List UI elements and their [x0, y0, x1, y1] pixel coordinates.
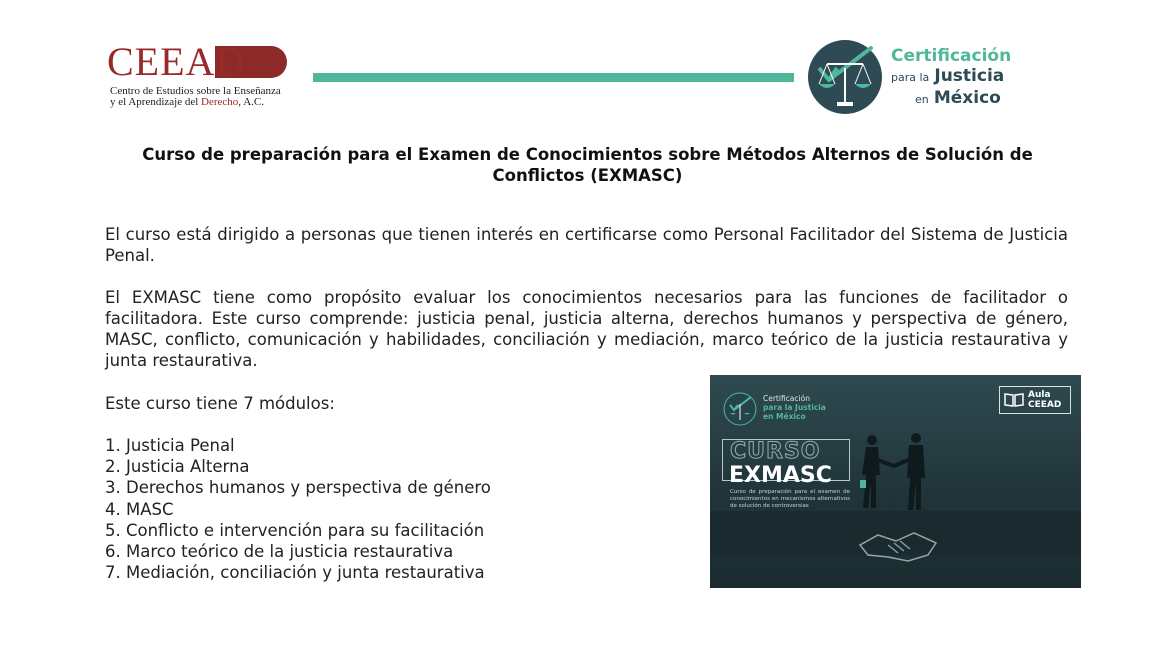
modules-intro: Este curso tiene 7 módulos:: [105, 394, 335, 413]
ceead-subtitle-derecho: Derecho: [201, 96, 239, 108]
ceead-wordmark: CEEAD: [107, 39, 246, 84]
modules-list: [105, 435, 491, 583]
intro-paragraph: El curso está dirigido a personas que tienen interés en certificarse como Personal Facilitador del Sistema de Justicia Penal.: [105, 225, 1068, 265]
promo-exmasc-word: EXMASC: [729, 463, 832, 488]
purpose-paragraph: El EXMASC tiene como propósito evaluar los conocimientos necesarios para las funciones de facilitador o facilitadora. Este curso comprende: justicia penal, justicia alterna, derechos humanos y perspectiva de género, MASC, conflicto, comunicación y habilidades, conciliación y mediación, marco teórico de la justicia restaurativa y junta restaurativa.: [105, 288, 1068, 370]
ceead-subtitle-line2-post: , A.C.: [238, 96, 264, 108]
module-item: 4. MASC: [105, 499, 174, 519]
course-promo-image: [710, 375, 1081, 588]
scales-of-justice-icon: [805, 40, 885, 116]
cert-logo-line2: para la Justicia: [891, 66, 1005, 86]
module-item: 6. Marco teórico de la justicia restaurativa: [105, 542, 454, 562]
promo-curso-word: CURSO: [730, 439, 821, 464]
module-item: 1. Justicia Penal: [105, 436, 235, 455]
page-title: Curso de preparación para el Examen de Conocimientos sobre Métodos Alternos de Solución de Conflictos (EXMASC): [142, 145, 1033, 185]
ceead-subtitle-line1: Centro de Estudios sobre la Enseñanza: [110, 85, 281, 97]
module-item: 3. Derechos humanos y perspectiva de género: [105, 478, 491, 498]
open-book-icon: [1004, 392, 1024, 407]
ceead-logo: [107, 39, 292, 114]
certificacion-logo-text: [891, 46, 1011, 110]
ceead-subtitle: [110, 86, 281, 108]
handshake-figures-illustration: [850, 430, 940, 520]
scales-of-justice-icon: [723, 392, 757, 426]
header-divider: [313, 73, 794, 82]
certificacion-logo: [805, 40, 1012, 116]
module-item: 2. Justicia Alterna: [105, 457, 250, 477]
ceead-subtitle-line2-pre: y el Aprendizaje del: [110, 96, 202, 108]
promo-description: Curso de preparación para el examen de conocimientos en mecanismos alternativos de solución de controversias: [730, 489, 850, 509]
promo-cert-logo: [723, 392, 826, 430]
cert-logo-line3: en México: [915, 88, 1001, 108]
handshake-icon: [858, 525, 938, 565]
module-item: 5. Conflicto e intervención para su facilitación: [105, 520, 485, 540]
aula-ceead-logo: Aula CEEAD: [999, 386, 1071, 414]
promo-cert-text: Certificación para la Justicia en México: [763, 394, 826, 421]
cert-logo-line1: Certificación: [891, 46, 1012, 66]
module-item: 7. Mediación, conciliación y junta restaurativa: [105, 563, 485, 583]
